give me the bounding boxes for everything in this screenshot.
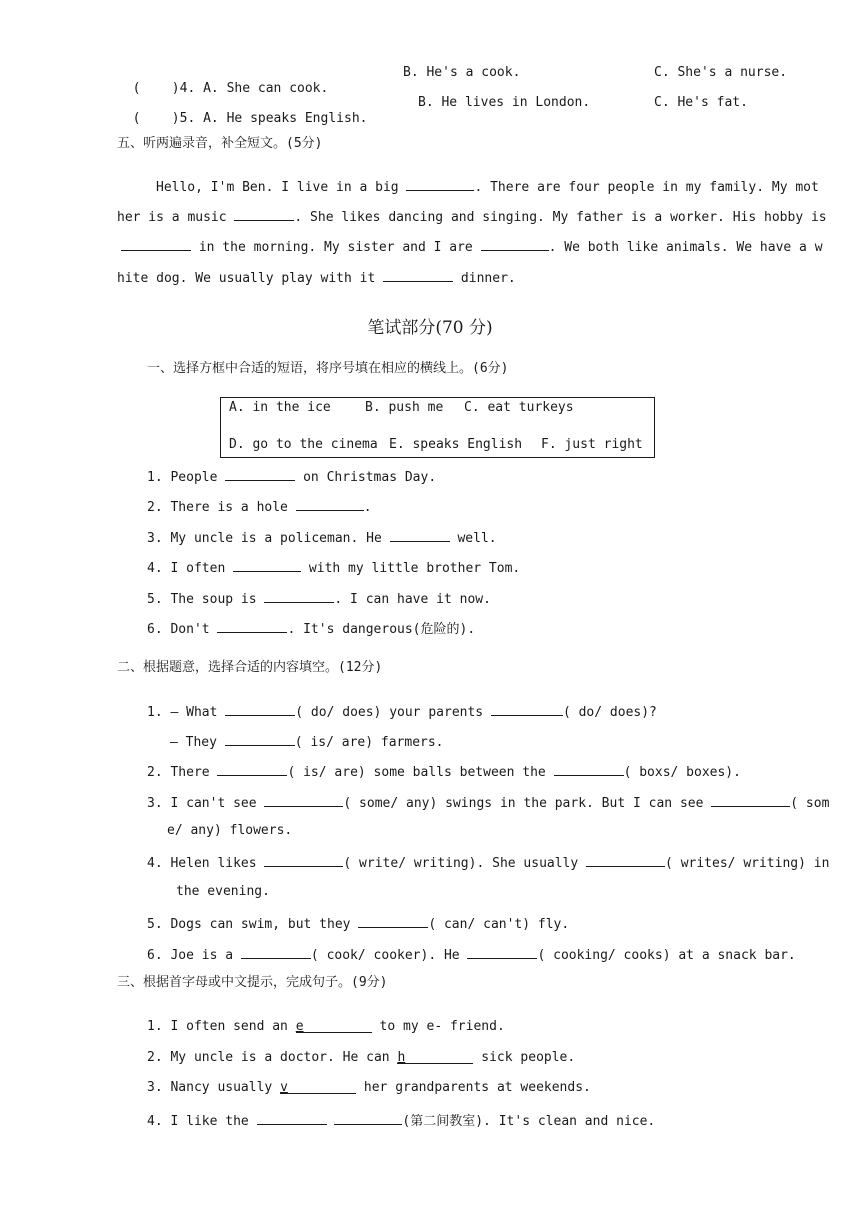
part2-item-3b: e/ any) flowers.: [167, 823, 293, 838]
part1-item-4: 4. I often with my little brother Tom.: [147, 558, 520, 577]
blank[interactable]: [334, 1111, 402, 1125]
option-a: A. He speaks English.: [203, 111, 368, 126]
option-c: C. He's fat.: [654, 95, 748, 110]
phrase-a: A. in the ice: [229, 400, 331, 415]
part2-item-3: 3. I can't see ( some/ any) swings in the park. But I can see ( som: [147, 793, 829, 812]
blank[interactable]: [225, 702, 295, 716]
phrase-c: C. eat turkeys: [464, 400, 574, 415]
answer-paren: ( )4.: [132, 81, 196, 96]
part2-item-4b: the evening.: [176, 884, 270, 899]
part2-item-1: 1. — What ( do/ does) your parents ( do/ does)?: [147, 702, 657, 721]
blank[interactable]: [241, 945, 311, 959]
part2-item-2: 2. There ( is/ are) some balls between the ( boxs/ boxes).: [147, 762, 741, 781]
blank[interactable]: e: [296, 1019, 372, 1033]
question-4: [117, 65, 328, 97]
blank[interactable]: [225, 467, 295, 481]
blank[interactable]: [264, 589, 334, 603]
part2-item-4: 4. Helen likes ( write/ writing). She usually ( writes/ writing) in: [147, 853, 829, 872]
blank[interactable]: [225, 732, 295, 746]
part3-heading: 三、根据首字母或中文提示，完成句子。(9分): [117, 975, 388, 990]
section5-heading: 五、听两遍录音，补全短文。(5分): [117, 136, 323, 151]
blank[interactable]: [234, 207, 294, 221]
phrase-e: E. speaks English: [389, 437, 523, 452]
blank[interactable]: [217, 762, 287, 776]
blank[interactable]: [264, 793, 343, 807]
blank[interactable]: v: [280, 1080, 356, 1094]
question-5: [117, 95, 367, 127]
blank[interactable]: [586, 853, 665, 867]
blank[interactable]: [481, 237, 549, 251]
part3-item-1: 1. I often send an e to my e- friend.: [147, 1019, 505, 1034]
part3-item-3: 3. Nancy usually v her grandparents at weekends.: [147, 1080, 591, 1095]
blank[interactable]: [264, 853, 343, 867]
blank[interactable]: [711, 793, 790, 807]
part1-item-6: 6. Don't . It's dangerous(危险的).: [147, 619, 475, 638]
option-a: A. She can cook.: [203, 81, 329, 96]
part1-item-2: 2. There is a hole .: [147, 497, 372, 516]
passage-line-1: Hello, I'm Ben. I live in a big . There are four people in my family. My mot: [156, 177, 819, 196]
blank[interactable]: [383, 268, 453, 282]
phrase-f: F. just right: [541, 437, 643, 452]
blank[interactable]: [491, 702, 563, 716]
blank[interactable]: [121, 237, 191, 251]
passage-line-4: hite dog. We usually play with it dinner.: [117, 268, 516, 287]
option-b: B. He's a cook.: [403, 65, 521, 80]
blank[interactable]: [217, 619, 287, 633]
part1-heading: 一、选择方框中合适的短语，将序号填在相应的横线上。(6分): [147, 361, 509, 376]
blank[interactable]: [358, 914, 428, 928]
passage-line-2: her is a music . She likes dancing and singing. My father is a worker. His hobby is: [117, 207, 827, 226]
blank[interactable]: h: [397, 1050, 473, 1064]
part1-item-1: 1. People on Christmas Day.: [147, 467, 436, 486]
part2-item-5: 5. Dogs can swim, but they ( can/ can't) fly.: [147, 914, 569, 933]
blank[interactable]: [467, 945, 537, 959]
part3-item-2: 2. My uncle is a doctor. He can h sick people.: [147, 1050, 576, 1065]
blank[interactable]: [296, 497, 364, 511]
option-b: B. He lives in London.: [418, 95, 591, 110]
phrase-b: B. push me: [365, 400, 444, 415]
blank[interactable]: [406, 177, 474, 191]
written-part-title: 笔试部分(70 分): [367, 318, 493, 338]
blank[interactable]: [554, 762, 624, 776]
option-c: C. She's a nurse.: [654, 65, 788, 80]
part2-item-1b: — They ( is/ are) farmers.: [170, 732, 444, 751]
part3-item-4: 4. I like the (第二间教室). It's clean and nice.: [147, 1111, 655, 1130]
part2-heading: 二、根据题意，选择合适的内容填空。(12分): [117, 660, 383, 675]
answer-paren: ( )5.: [132, 111, 196, 126]
blank[interactable]: [390, 528, 450, 542]
part2-item-6: 6. Joe is a ( cook/ cooker). He ( cooking/ cooks) at a snack bar.: [147, 945, 796, 964]
part1-item-3: 3. My uncle is a policeman. He well.: [147, 528, 497, 547]
phrase-d: D. go to the cinema: [229, 437, 378, 452]
passage-line-3: in the morning. My sister and I are . We both like animals. We have a w: [121, 237, 823, 256]
blank[interactable]: [233, 558, 301, 572]
blank[interactable]: [257, 1111, 327, 1125]
part1-item-5: 5. The soup is . I can have it now.: [147, 589, 491, 608]
